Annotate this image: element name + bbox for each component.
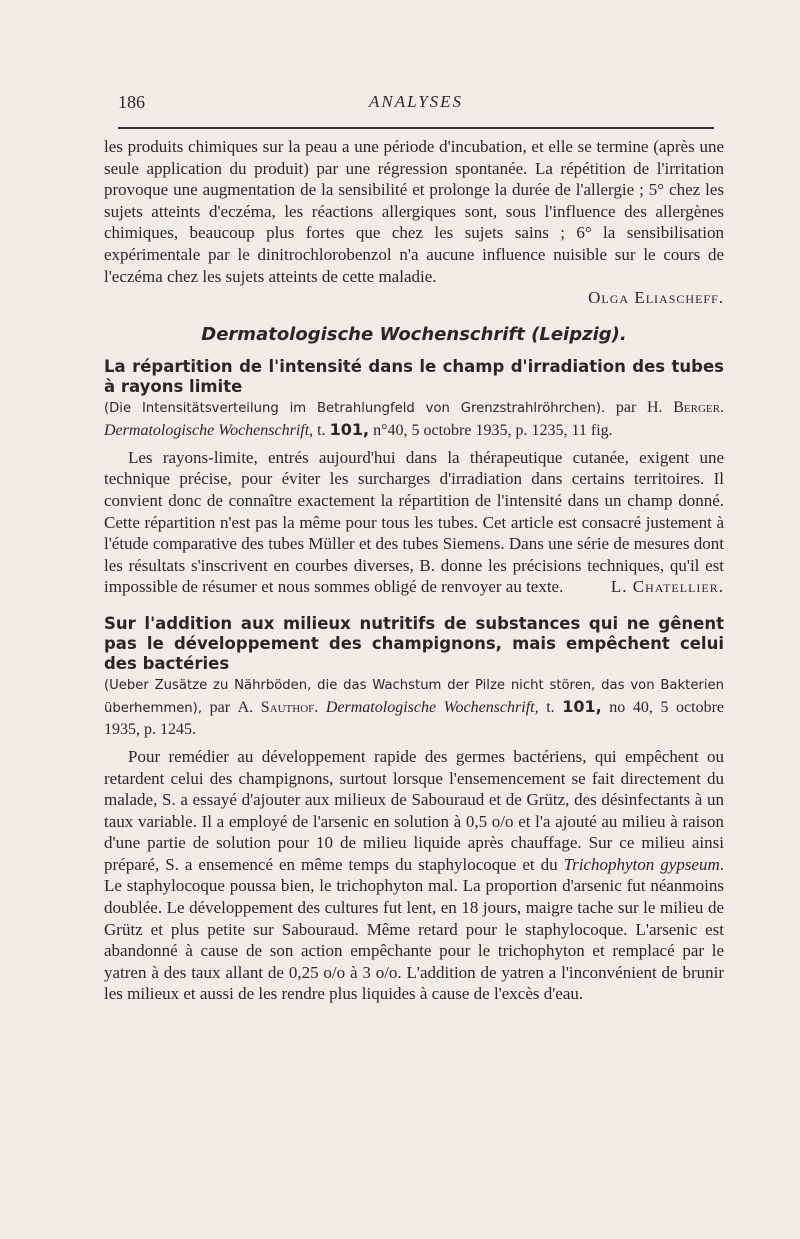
article-1-details: n°40, 5 octobre 1935, p. 1235, 11 fig. [369, 421, 613, 439]
article-1-original-title: (Die Intensitätsverteilung im Betrahlungfeld von Grenzstrahlröhrchen). [104, 400, 606, 416]
article-1-body: Les rayons-limite, entrés aujourd'hui dans la thérapeutique cutanée, exigent une technique précise, pour éviter les surcharges d'irradiation dans certains territoires. Il convient donc de connaître exactement la répartition de l'intensité dans un champ donné. Cette répartition n'est pas la même pour tous les tubes. Cet article est consacré justement à l'étude comparative des tubes Müller et des tubes Siemens. Dans une série de mesures dont les résultats s'inscrivent en courbes diverses, B. donne les précisions techniques, qu'il est impossible de résumer et nous sommes obligé de renvoyer au texte. L. Chatellier. [104, 447, 724, 597]
signature-eliascheff: Olga Eliascheff. [588, 288, 724, 308]
article-2-body: Pour remédier au développement rapide des germes bactériens, qui empêchent ou retardent celui des champignons, surtout lorsque l'ensemencement se fait directement du malade, S. a essayé d'ajouter aux milieux de Sabouraud et de Grütz, des désinfectants à un taux variable. Il a employé de l'arsenic en solution à 0,5 o/o et l'a ajouté au milieu à raison d'une partie de solution pour 10 de milieu liquide après chauffage. Sur ce milieu ainsi préparé, S. a ensemencé en même temps du staphylocoque et du Trichophyton gypseum. Le staphylocoque poussa bien, le trichophyton mal. La proportion d'arsenic fut néanmoins doublée. Le développement des cultures fut lent, en 18 jours, maigre tache sur le milieu de Grütz et plus petite sur Sabouraud. Même retard pour le staphylocoque. L'arsenic est abandonné à cause de son action empêchante pour le trichophyton et remplacé par le yatren à des taux allant de 0,25 o/o à 3 o/o. L'addition de yatren a l'inconvénient de brunir les milieux et aussi de les rendre plus liquides à cause de l'excès d'eau. [104, 746, 725, 1004]
article-2-reference: (Ueber Zusätze zu Nährböden, die das Wachstum der Pilze nicht stören, das von Bakterien überhemmen), par A. Sauthof. Dermatologische Wochenschrift, t. 101, no 40, 5 octobre 1935, p. 1245. [104, 677, 725, 738]
article-1-author: H. Berger. [647, 398, 724, 416]
article-2-original-title: (Ueber Zusätze zu Nährböden, die das Wachstum der Pilze nicht stören, das von Bakterien überhemmen), [104, 677, 724, 716]
article-2-volume: 101, [562, 696, 602, 716]
article-2-title: Sur l'addition aux milieux nutritifs de substances qui ne gênent pas le développement des champignons, mais empêchent celui des bactéries [104, 613, 724, 673]
article-2-author: A. Sauthof. [237, 698, 319, 716]
journal-heading: Dermatologische Wochenschrift (Leipzig). [201, 323, 627, 345]
article-2-details: no 40, 5 octobre 1935, p. 1245. [104, 698, 725, 738]
text-column [104, 136, 724, 1005]
article-2-journal: Dermatologische Wochenschrift, [325, 698, 539, 716]
article-1-journal: Dermatologische Wochenschrift, [104, 421, 314, 439]
signature-chatellier: L. Chatellier. [610, 577, 724, 597]
article-1-volume: 101, [329, 419, 370, 439]
continuation-paragraph: les produits chimiques sur la peau a une période d'incubation, et elle se termine (après une seule application du produit) par une régression spontanée. La répétition de l'irritation provoque une augmentation de la sensibilité et prolonge la durée de l'allergie ; 5° chez les sujets atteints d'eczéma, les réactions allergiques sont, sous l'influence des allergènes chimiques, beaucoup plus fortes que chez les sujets sains ; 6° la sensibilisation expérimentale par le dinitrochlorobenzol n'a aucune influence nuisible sur le cours de l'eczéma chez les sujets atteints de cette maladie. [104, 137, 724, 286]
article-1-title: La répartition de l'intensité dans le champ d'irradiation des tubes à rayons limite [104, 356, 724, 396]
running-title: ANALYSES [368, 92, 464, 111]
article-1-reference: (Die Intensitätsverteilung im Betrahlungfeld von Grenzstrahlröhrchen). par H. Berger. Dermatologische Wochenschrift, t. 101, n°40, 5 octobre 1935, p. 1235, 11 fig. [104, 398, 724, 439]
header-rule [118, 127, 714, 129]
article-2 [104, 614, 724, 1005]
page-header [118, 88, 714, 118]
page-number: 186 [118, 92, 145, 112]
article-1 [104, 357, 724, 598]
species-name: Trichophyton gypseum [563, 854, 720, 874]
